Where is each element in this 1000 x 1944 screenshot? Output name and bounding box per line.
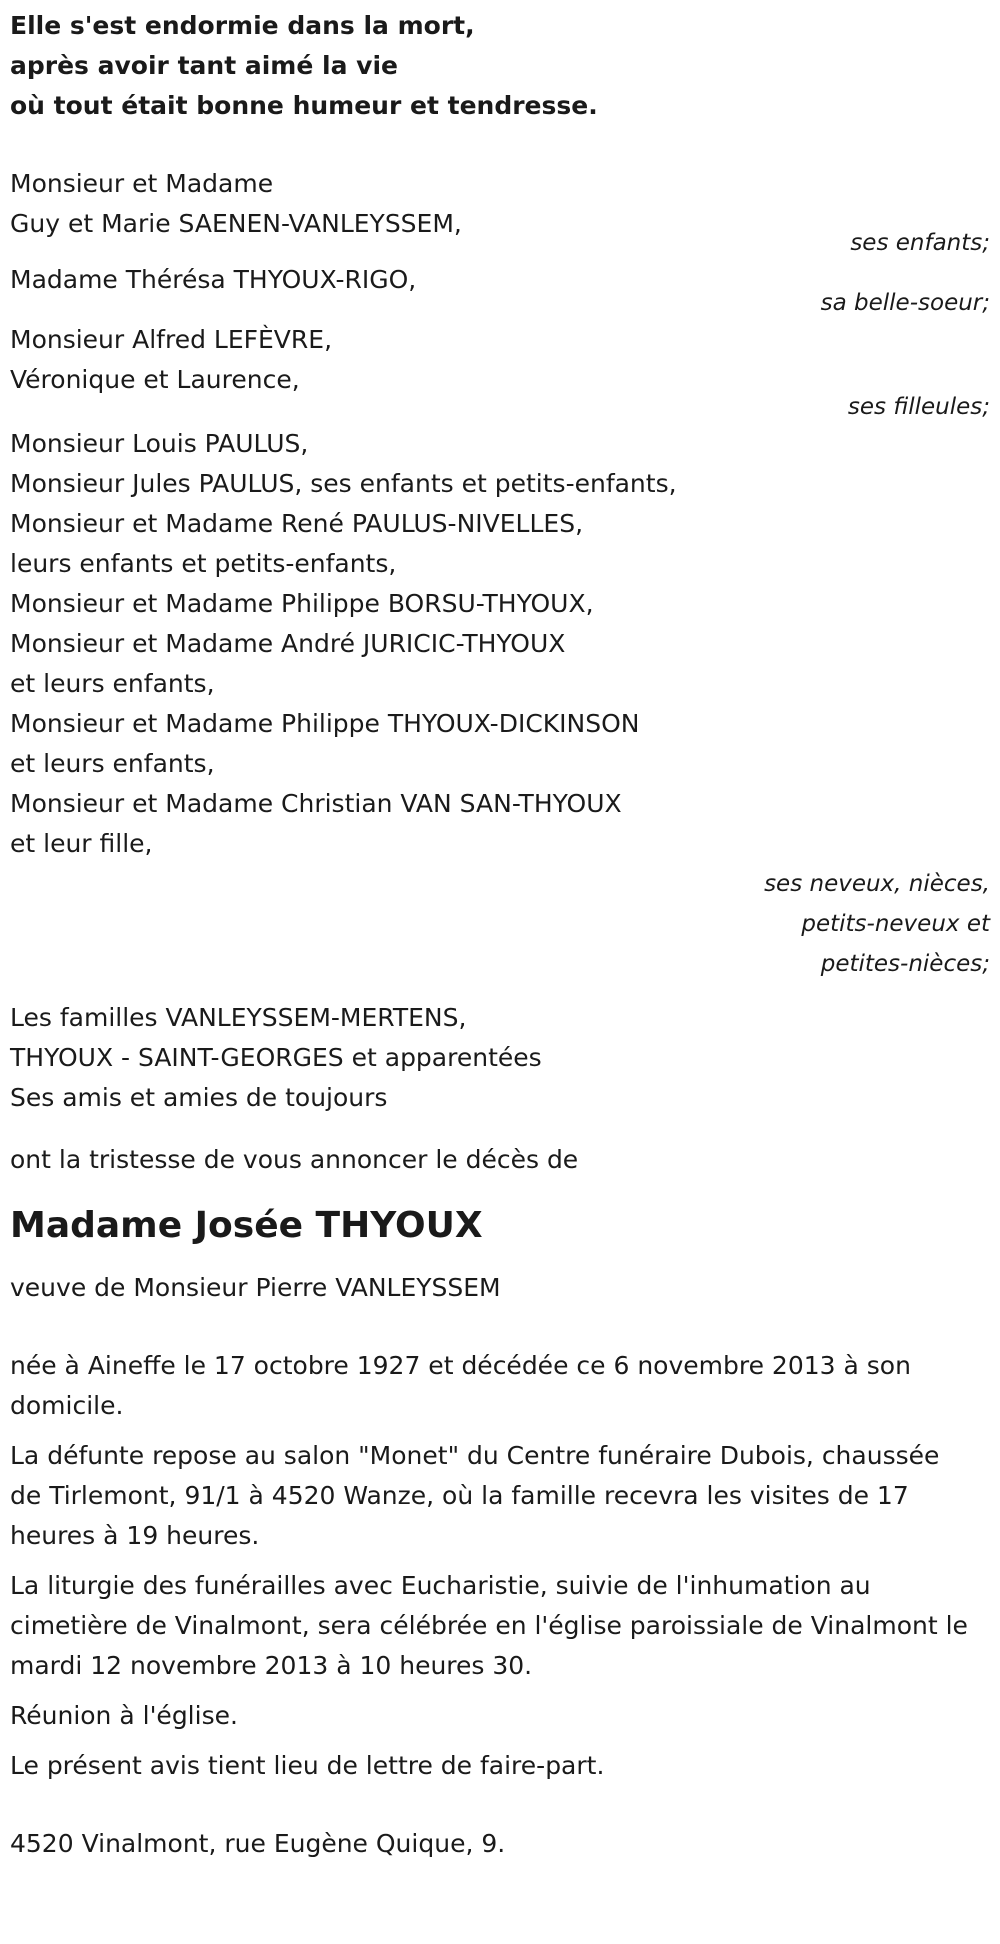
family-others	[10, 998, 990, 1118]
family-line: et leur fille,	[10, 829, 153, 858]
liturgy-paragraph: La liturgie des funérailles avec Eucharistie, suivie de l'inhumation au cimetière de Vinalmont, sera célébrée en l'église paroissiale de Vinalmont le mardi 12 novembre 2013 à 10 heures 30.	[10, 1571, 968, 1680]
family-line: Monsieur Alfred LEFÈVRE,	[10, 325, 333, 354]
family-role: sa belle-soeur;	[820, 290, 990, 316]
visitation-paragraph: La défunte repose au salon "Monet" du Centre funéraire Dubois, chaussée de Tirlemont, 91/1 à 4520 Wanze, où la famille recevra les visites de 17 heures à 19 heures.	[10, 1441, 940, 1550]
family-role: ses enfants;	[850, 230, 990, 256]
family-line: Monsieur Jules PAULUS, ses enfants et petits-enfants,	[10, 469, 677, 498]
family-line: Monsieur et Madame Philippe BORSU-THYOUX,	[10, 589, 594, 618]
family-line: Monsieur et Madame Christian VAN SAN-THYOUX	[10, 789, 622, 818]
family-line: Monsieur et Madame Philippe THYOUX-DICKINSON	[10, 709, 640, 738]
family-line: et leurs enfants,	[10, 749, 215, 778]
epitaph-line: Elle s'est endormie dans la mort,	[10, 11, 475, 40]
family-line: Monsieur et Madame René PAULUS-NIVELLES,	[10, 509, 584, 538]
family-line: Ses amis et amies de toujours	[10, 1083, 388, 1112]
epitaph	[10, 6, 990, 126]
epitaph-line: après avoir tant aimé la vie	[10, 51, 398, 80]
notice-paragraph: Le présent avis tient lieu de lettre de faire-part.	[10, 1751, 605, 1780]
family-line: Madame Thérésa THYOUX-RIGO,	[10, 265, 417, 294]
family-nephews	[10, 424, 990, 984]
epitaph-line: où tout était bonne humeur et tendresse.	[10, 91, 598, 120]
family-line: Monsieur et Madame André JURICIC-THYOUX	[10, 629, 566, 658]
family-role: ses neveux, nièces,	[764, 871, 990, 897]
address: 4520 Vinalmont, rue Eugène Quique, 9.	[10, 1829, 506, 1858]
family-line: leurs enfants et petits-enfants,	[10, 549, 397, 578]
family-line: Monsieur et Madame	[10, 169, 274, 198]
family-line: Guy et Marie SAENEN-VANLEYSSEM,	[10, 209, 462, 238]
reunion-paragraph: Réunion à l'église.	[10, 1701, 238, 1730]
obituary-notice	[0, 6, 1000, 1944]
family-children	[10, 164, 990, 260]
family-line: Les familles VANLEYSSEM-MERTENS,	[10, 1003, 467, 1032]
family-goddaughters	[10, 320, 990, 424]
family-role: ses filleules;	[847, 394, 990, 420]
family-role: petits-neveux et	[801, 911, 990, 937]
family-line: Véronique et Laurence,	[10, 365, 300, 394]
deceased-name: Madame Josée THYOUX	[10, 1205, 483, 1246]
family-line: et leurs enfants,	[10, 669, 215, 698]
announcement-text: ont la tristesse de vous annoncer le décès de	[10, 1145, 579, 1174]
family-sister-in-law	[10, 260, 990, 320]
family-line: Monsieur Louis PAULUS,	[10, 429, 309, 458]
family-role: petites-nièces;	[820, 951, 990, 977]
family-line: THYOUX - SAINT-GEORGES et apparentées	[10, 1043, 542, 1072]
widow-of: veuve de Monsieur Pierre VANLEYSSEM	[10, 1273, 501, 1302]
birth-death-paragraph: née à Aineffe le 17 octobre 1927 et décédée ce 6 novembre 2013 à son domicile.	[10, 1351, 911, 1420]
